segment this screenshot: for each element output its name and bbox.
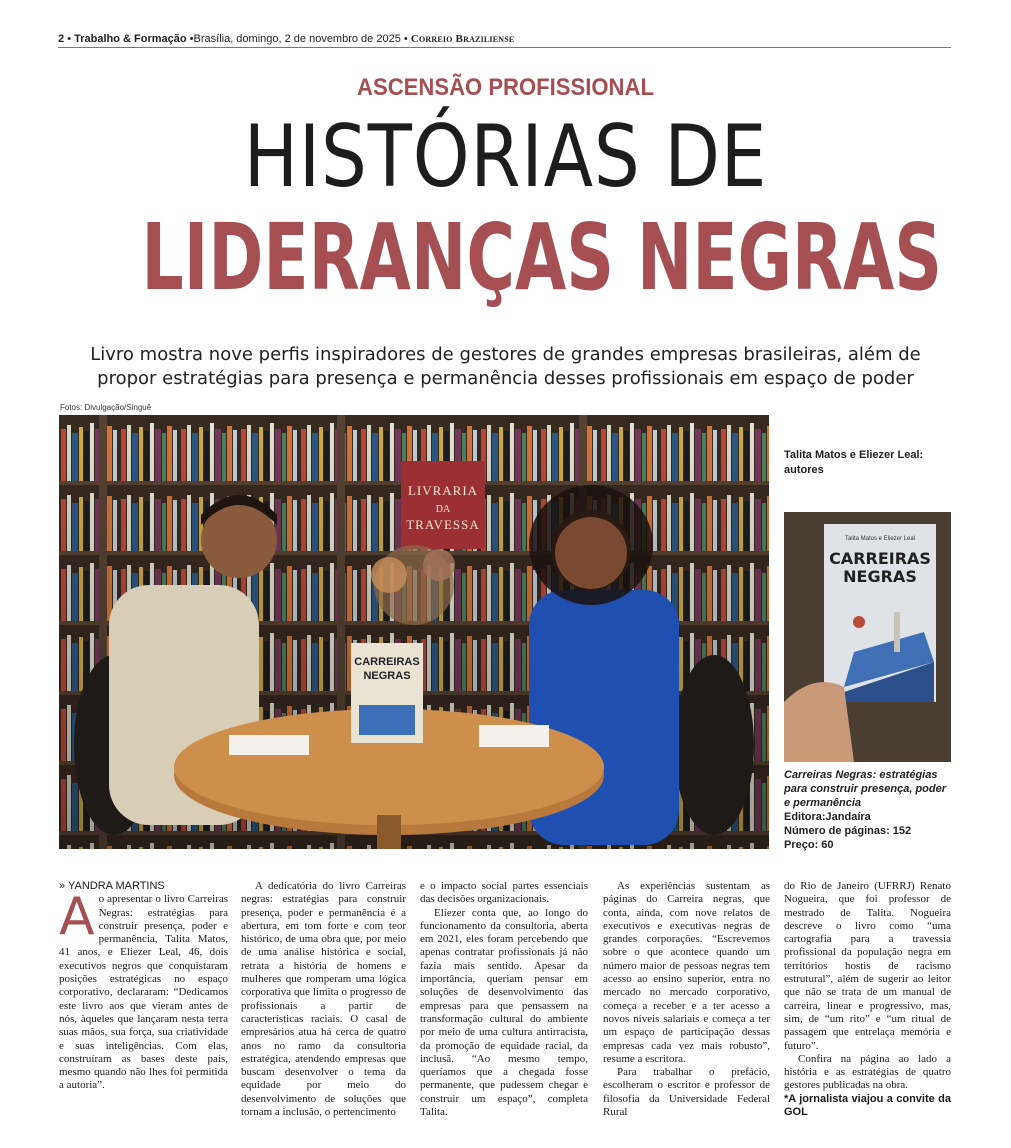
newspaper-name: Correio Braziliense <box>410 33 515 45</box>
book-info <box>784 768 954 852</box>
article-paragraph: As experiências sustentam as páginas do Carreira negras, que conta, ainda, com nove relatos de executivos e executivas negras de grandes corporações. “Escrevemos sobre o que acontece quando um número maior de pessoas negras tem acesso ao ensino superior, entra no mercado no mercado corporativo, começa a receber e a ter acesso a novos níveis salariais e começa a ter um espaço de participação dessas empresas cada vez mais robusto”, resume a escritora. <box>603 880 770 1065</box>
book-cover-authors: Talita Matos e Eliezer Leal <box>844 536 916 542</box>
book-photo <box>784 512 951 762</box>
article-paragraph: A dedicatória do livro Carreiras negras: estratégias para construir presença, poder e permanência é a abertura, em tom forte e com teor histórico, de uma obra que, por meio de uma análise histórica e social, retrata a história de homens e mulheres que romperam uma lógica corporativa que limita o progresso de profissionais a partir de características raciais. O casal de empresários atua há cerca de quatro anos no ramo da consultoria estratégica, atendendo empresas que buscam desenvolver o tema da equidade por meio do desenvolvimento de soluções que tornam a inclusão, o pertencimento <box>241 880 406 1119</box>
book-cover-title-2: NEGRAS <box>843 567 917 586</box>
subheadline: Livro mostra nove perfis inspiradores de gestores de grandes empresas brasileiras, além de propor estratégias para presença e permanência desses profissionais em espaço de poder <box>90 344 921 389</box>
article-paragraph: Eliezer conta que, ao longo do funcionamento da consultoria, aberta em 2021, eles foram percebendo que apenas contratar profissionais já não fazia mais sentido. Apesar da importância, queriam pensar em soluções de desenvolvimento das empresas para que pensassem na transformação cultural do ambiente por meio de uma cultura antirracista, da promoção de equidade racial, da inclusã. “Ao mesmo tempo, queríamos que a chegada fosse permanente, que pudessem chegar e construir um espaço”, completa Talita. <box>420 906 588 1119</box>
byline: » YANDRA MARTINS <box>59 880 165 892</box>
dropcap: A <box>59 887 95 948</box>
sign-line-1: LIVRARIA <box>407 483 479 498</box>
sign-line-2: DA <box>435 504 451 515</box>
book-cover-title-1: CARREIRAS <box>829 549 931 568</box>
article-paragraph: Confira na página ao lado a história e as estratégias de quatro gestores publicadas na obra. <box>784 1052 951 1092</box>
book-info-price: Preço: 60 <box>784 839 834 851</box>
photo-credit: Fotos: Divulgação/Singuê <box>60 403 152 412</box>
article-paragraph: do Rio de Janeiro (UFRRJ) Renato Nogueira, que foi professor de mestrado de Talita. Nogueira descreve o livro como “uma cartografia para a travessia profissional da população negra em territórios hostis de racismo estrutural”, além de sugerir ao leitor que não se trata de um manual de carreira, linear e progressivo, mas, sim, de “um rito” e “um ritual de passagem que entrelaça memória e futuro”. <box>784 880 951 1052</box>
photo-caption-authors: Talita Matos e Eliezer Leal: autores <box>784 449 924 476</box>
article-column-3 <box>420 880 588 1119</box>
article-column-2 <box>241 880 406 1119</box>
article-paragraph: e o impacto social partes essenciais das decisões organizacionais. <box>420 880 588 906</box>
page-folio: 2 • Trabalho & Formação •Brasília, domingo, 2 de novembro de 2025 • Correio Braziliense <box>58 33 515 45</box>
kicker: ASCENSÃO PROFISSIONAL <box>357 74 654 101</box>
book-title-line-1: CARREIRAS <box>354 656 420 668</box>
main-photo <box>59 415 769 849</box>
dateline: Brasília, domingo, 2 de novembro de 2025 <box>193 33 401 45</box>
page-number: 2 <box>58 33 65 45</box>
headline-line-1: HISTÓRIAS DE <box>243 107 768 207</box>
article-paragraph: Ao apresentar o livro Carreiras Negras: estratégias para construir presença, poder e permanência, Talita Matos, 41 anos, e Eliezer Leal, 46, dois executivos negros que conquistaram posições estratégicas no espaço corporativo, declararam: “Dedicamos este livro aos que vieram antes de nós, àqueles que lançaram nesta terra suas mãos, sua força, sua criatividade e suas inteligências. Com elas, construíram as bases deste país, mesmo quando não lhes foi permitida a autoria”. <box>59 887 228 1092</box>
section-name: Trabalho & Formação <box>74 33 187 45</box>
article-column-4 <box>603 880 770 1119</box>
article-paragraph: Para trabalhar o prefácio, escolheram o escritor e professor de filosofia da Universidade Federal Rural <box>603 1066 770 1119</box>
book-info-pages: Número de páginas: 152 <box>784 825 912 837</box>
authors-photo-illustration <box>59 415 769 849</box>
book-cover-illustration <box>784 512 951 762</box>
article-column-5 <box>784 880 951 1119</box>
headline-line-2: LIDERANÇAS NEGRAS <box>141 204 943 311</box>
book-title-line-2: NEGRAS <box>363 670 411 682</box>
book-info-publisher: Editora:Jandaíra <box>784 811 871 823</box>
travel-note: *A jornalista viajou a convite da GOL <box>784 1092 951 1118</box>
article-column-1 <box>59 880 228 1093</box>
header-rule <box>58 47 951 48</box>
book-info-title: Carreiras Negras: estratégias para construir presença, poder e permanência <box>784 769 946 809</box>
sign-line-3: TRAVESSA <box>406 517 480 532</box>
